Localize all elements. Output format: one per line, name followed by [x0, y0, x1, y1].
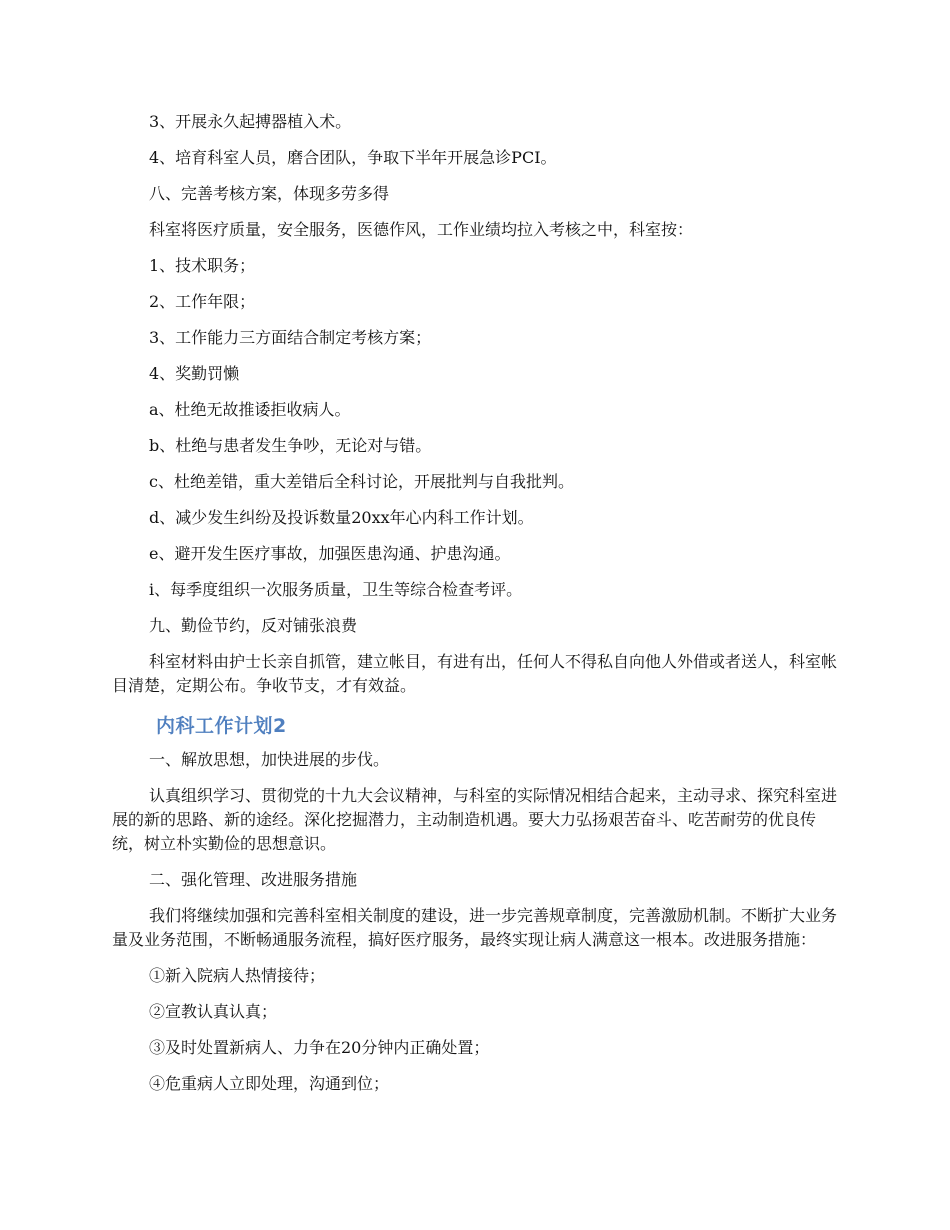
section-title: 一、解放思想，加快进展的步伐。	[149, 750, 390, 769]
section-title: 二、强化管理、改进服务措施	[149, 870, 358, 889]
section-title: 九、勤俭节约，反对铺张浪费	[149, 616, 358, 635]
list-item: 4、奖勤罚懒	[149, 364, 240, 383]
list-item: 1、技术职务；	[149, 256, 256, 275]
section-title: 八、完善考核方案，体现多劳多得	[149, 184, 390, 203]
list-item: ③及时处置新病人、力争在20分钟内正确处置；	[149, 1038, 490, 1057]
list-item: c、杜绝差错，重大差错后全科讨论，开展批判与自我批判。	[149, 472, 574, 491]
paragraph: 科室将医疗质量，安全服务，医德作风，工作业绩均拉入考核之中，科室按：	[149, 220, 694, 239]
paragraph: 4、培育科室人员，磨合团队，争取下半年开展急诊PCI。	[149, 148, 557, 167]
list-item: a、杜绝无故推诿拒收病人。	[149, 400, 351, 419]
list-item: ④危重病人立即处理，沟通到位；	[149, 1074, 390, 1093]
list-item: d、减少发生纠纷及投诉数量20xx年心内科工作计划。	[149, 508, 534, 527]
list-item: 2、工作年限；	[149, 292, 256, 311]
list-item: i、每季度组织一次服务质量，卫生等综合检查考评。	[149, 580, 523, 599]
paragraph: 认真组织学习、贯彻党的十九大会议精神，与科室的实际情况相结合起来，主动寻求、探究科室进展的新的思路、新的途经。深化挖掘潜力，主动制造机遇。要大力弘扬艰苦奋斗、吃苦耐劳的优良传统，树立朴实勤俭的思想意识。	[112, 786, 838, 853]
list-item: e、避开发生医疗事故，加强医患沟通、护患沟通。	[149, 544, 511, 563]
list-item: 3、工作能力三方面结合制定考核方案；	[149, 328, 432, 347]
document-heading: 内科工作计划2	[156, 715, 287, 737]
list-item: ②宣教认真认真；	[149, 1002, 278, 1021]
paragraph: 我们将继续加强和完善科室相关制度的建设，进一步完善规章制度，完善激励机制。不断扩大业务量及业务范围，不断畅通服务流程，搞好医疗服务，最终实现让病人满意这一根本。改进服务措施：	[112, 906, 838, 949]
list-item: ①新入院病人热情接待；	[149, 966, 326, 985]
list-item: b、杜绝与患者发生争吵，无论对与错。	[149, 436, 432, 455]
document-body	[112, 110, 840, 1108]
paragraph: 3、开展永久起搏器植入术。	[149, 112, 352, 131]
paragraph: 科室材料由护士长亲自抓管，建立帐目，有进有出，任何人不得私自向他人外借或者送人，科室帐目清楚，定期公布。争收节支，才有效益。	[112, 652, 838, 695]
